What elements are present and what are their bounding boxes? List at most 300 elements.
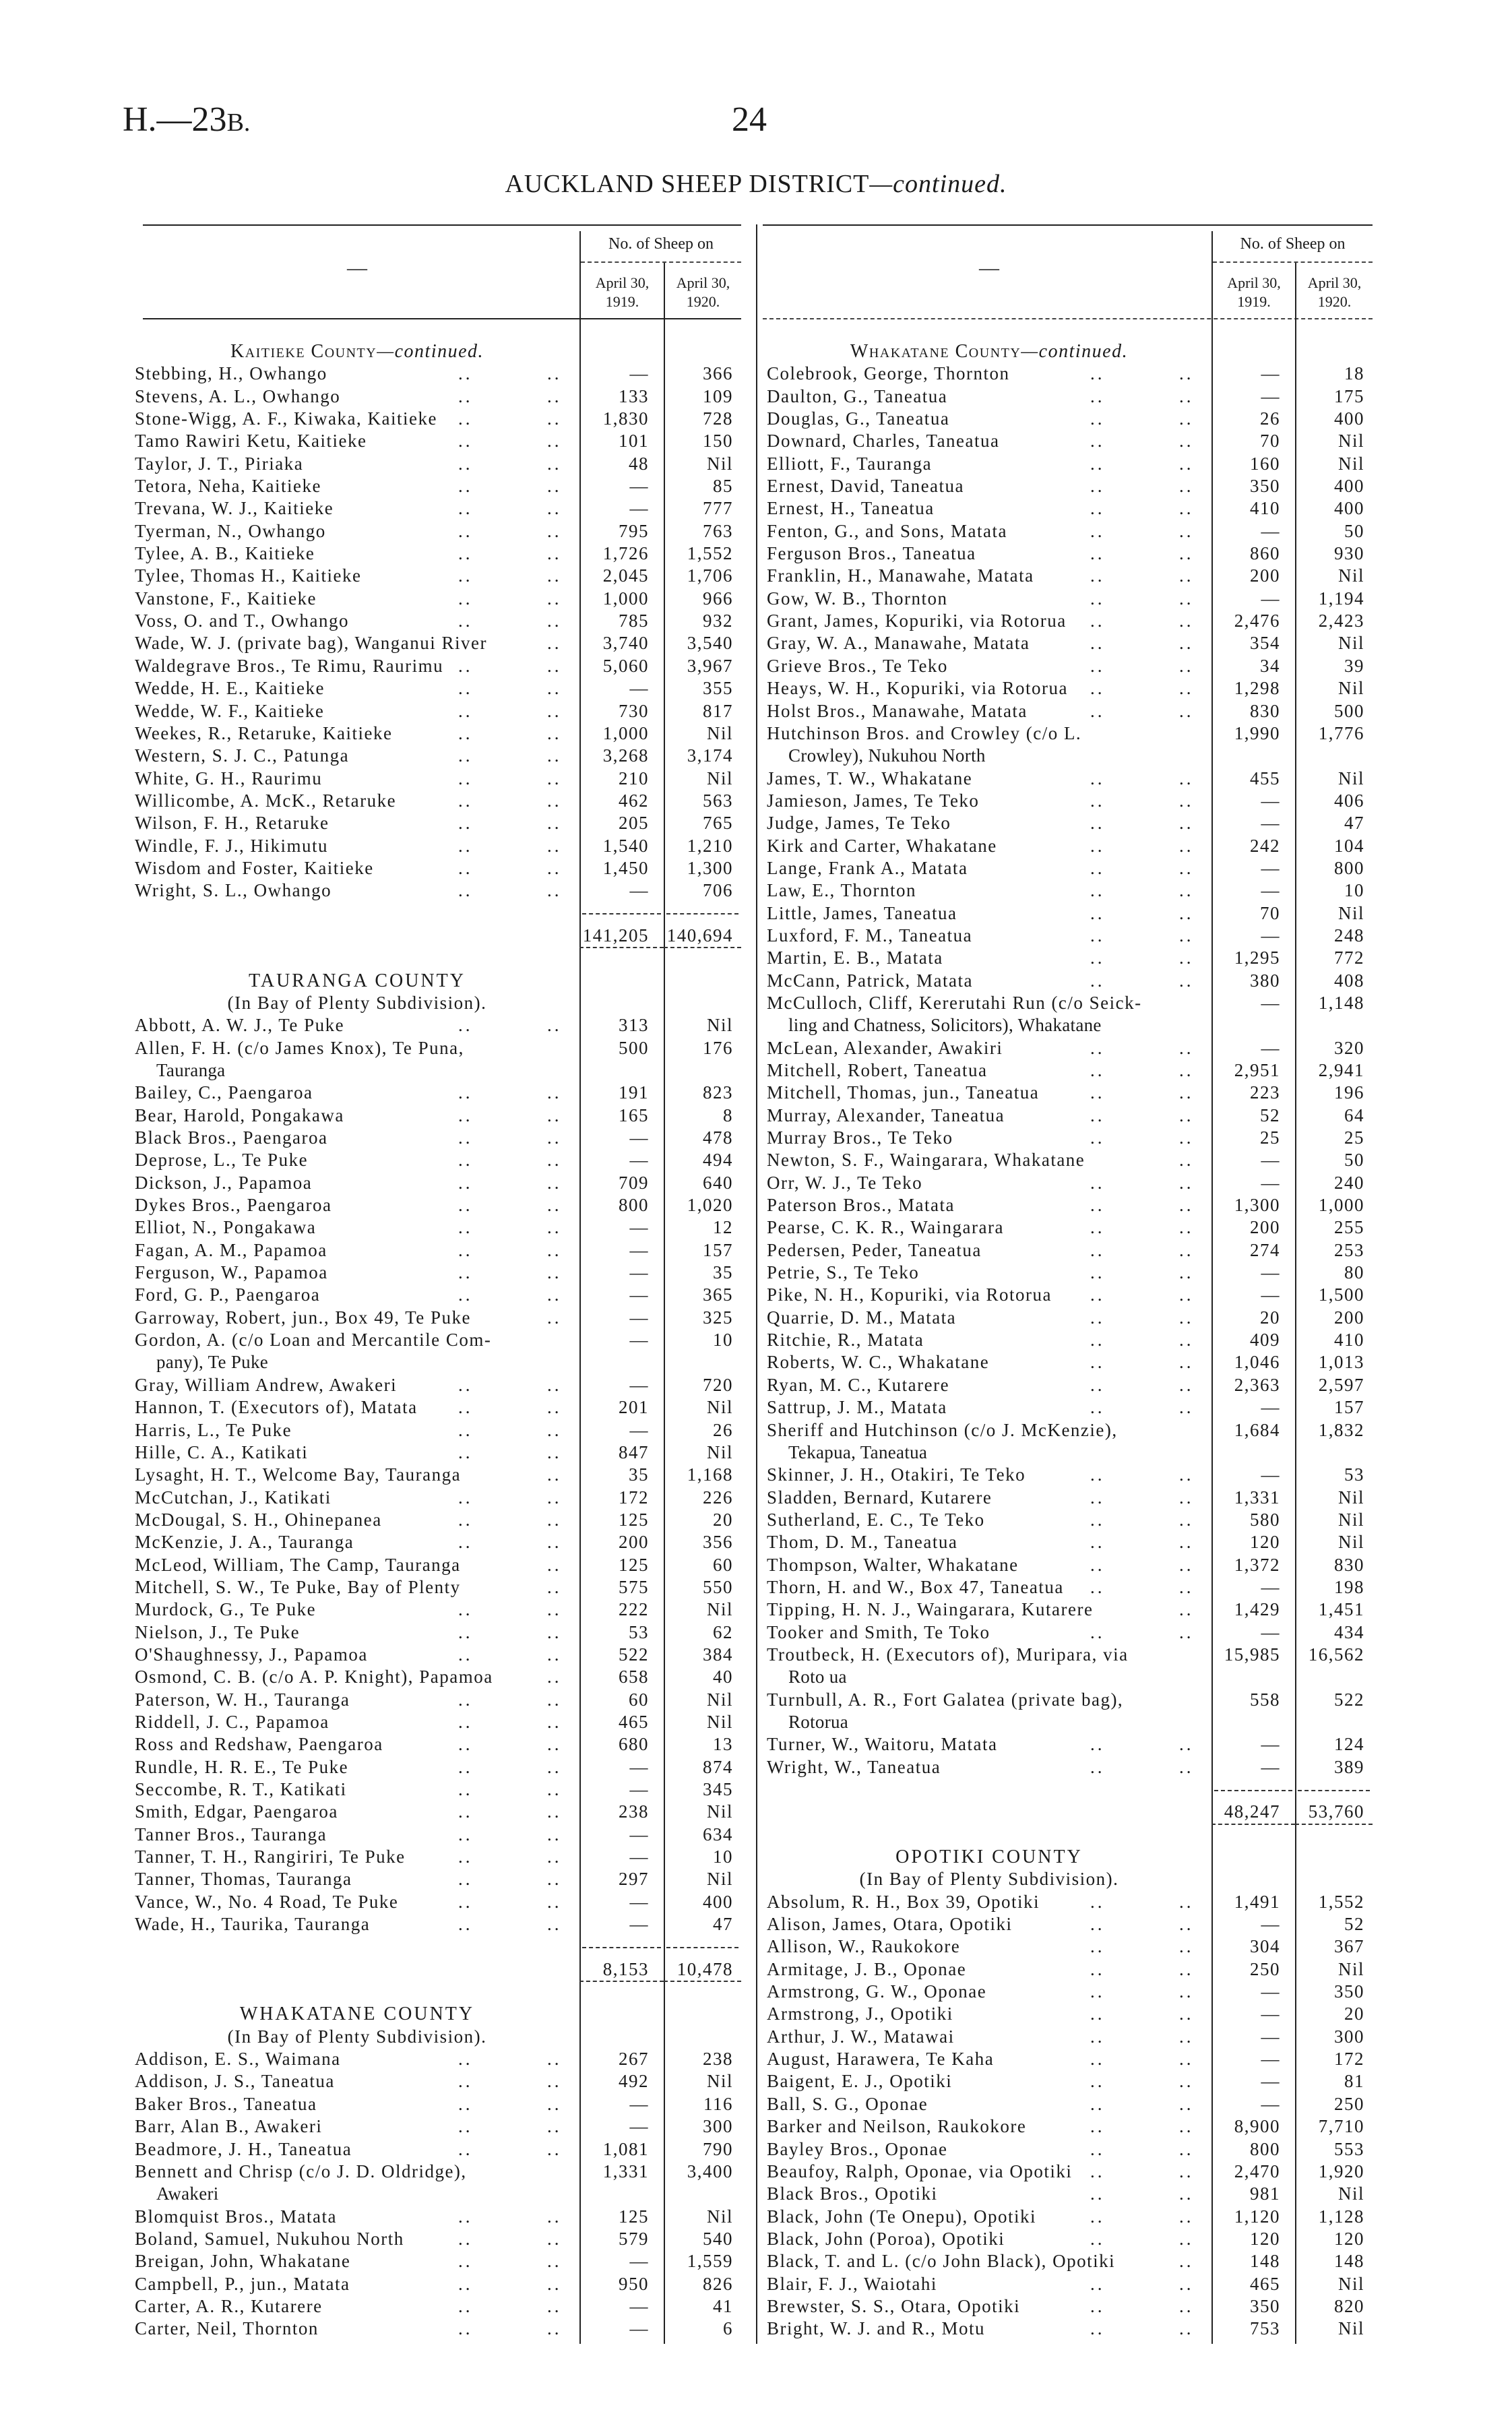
dot-leader: .. [547,1195,562,1216]
owner-name: Addison, E. S., Waimana [135,2049,341,2070]
sheep-1919: — [629,2318,649,2339]
sheep-1920: Nil [1337,431,1364,452]
dot-leader: .. [1090,565,1105,586]
owner-line [135,1689,579,1711]
table-row [135,1509,741,1531]
owner-line [135,1239,579,1262]
owner-line [135,745,579,767]
owner-line [135,722,579,745]
owner-name: Ernest, H., Taneatua [767,498,935,519]
owner-line [135,1711,579,1733]
sheep-1920: Nil [706,2206,733,2227]
owner-name: Lange, Frank A., Matata [767,857,968,878]
sheep-1919: 1,429 [1234,1599,1280,1620]
owner-cell [767,1531,1211,1553]
sheep-1919: 1,990 [1234,722,1280,743]
sheep-1919: — [629,2093,649,2114]
sheep-1919: 34 [1260,655,1280,676]
sheep-1920: 1,920 [1318,2161,1364,2181]
table-top-rule-left [143,224,741,226]
sheep-1920: 300 [703,2116,733,2137]
dot-leader: .. [1179,1352,1194,1373]
sheep-1919: 120 [1250,1532,1280,1553]
table-row [767,2115,1373,2138]
dot-leader: .. [458,655,473,676]
total-1920: 53,760 [1295,1801,1373,1824]
sheep-1919: — [1261,1576,1280,1597]
owner-line [767,1351,1211,1373]
owner-cell [135,768,579,790]
owner-line [767,1284,1211,1306]
sheep-count-group-header: No. of Sheep on [608,235,714,253]
sheep-1920: Nil [1337,2318,1364,2339]
table-row [135,1554,741,1576]
owner-cell [767,835,1211,857]
dot-leader: .. [458,700,473,721]
owner-cell [767,1374,1211,1396]
table-row [767,677,1373,700]
owner-cell [135,1644,579,1666]
section-heading [135,2003,579,2025]
table-row [767,1149,1373,1171]
sheep-1920: 104 [1334,835,1364,856]
owner-cell [135,1149,579,1171]
total-1920: 10,478 [664,1958,741,1982]
table-row [767,475,1373,497]
sheep-1919: 133 [619,385,649,406]
owner-line [767,2115,1211,2138]
owner-line [767,632,1211,654]
page-title-suffix: —continued. [869,170,1007,198]
dot-leader: .. [547,565,562,586]
owner-line [767,2183,1211,2205]
dot-leader: .. [1090,453,1105,474]
owner-name: Fagan, A. M., Papamoa [135,1239,327,1260]
table-row [767,1913,1373,1935]
sheep-1920: 400 [703,1891,733,1912]
table-row [767,1329,1373,1351]
sheep-1919: 70 [1260,902,1280,923]
owner-name: Kirk and Carter, Whakatane [767,835,997,856]
owner-name: Sladden, Bernard, Kutarere [767,1487,993,1508]
sheep-1920: Nil [706,1711,733,1732]
sheep-1919: 222 [619,1599,649,1620]
dot-leader: .. [1179,948,1194,968]
dot-leader: .. [458,363,473,384]
owner-cell [135,1464,579,1486]
owner-name: Black Bros., Paengaroa [135,1127,328,1148]
table-row [767,857,1373,879]
owner-cell [767,1733,1211,1756]
owner-line [135,1868,579,1890]
owner-line [767,655,1211,677]
owner-name: Brewster, S. S., Otara, Opotiki [767,2295,1021,2316]
sheep-1920: 1,552 [1318,1891,1364,1912]
owner-name: Tanner, T. H., Rangiriri, Te Puke [135,1847,406,1867]
owner-name: Mitchell, Thomas, jun., Taneatua [767,1082,1040,1103]
owner-name-continued: Roto ua [788,1667,847,1687]
owner-name: Tooker and Smith, Te Toko [767,1621,990,1642]
dot-leader: .. [1179,1397,1194,1418]
dot-leader: .. [1090,1958,1105,1979]
table-row [767,497,1373,520]
dot-leader: .. [1179,1239,1194,1260]
sheep-1920: 2,597 [1318,1374,1364,1395]
table-row [767,2318,1373,2340]
section-heading-suffix: —continued. [1021,341,1129,362]
sheep-1920: 248 [1334,925,1364,945]
owner-name: Western, S. J. C., Patunga [135,745,350,766]
sheep-1920: 500 [1334,700,1364,721]
sheep-1919: — [629,1150,649,1171]
sheep-1919: 350 [1250,476,1280,497]
table-row [135,1689,741,1711]
owner-line [767,1329,1211,1351]
total-row [767,1801,1373,1823]
owner-name: Waldegrave Bros., Te Rimu, Raurimu [135,655,444,676]
sheep-1919: 1,000 [602,588,649,609]
sheep-1920: 300 [1334,2026,1364,2047]
owner-line [767,768,1211,790]
owner-cell [767,722,1211,768]
owner-cell [767,1149,1211,1171]
dot-leader: .. [458,1397,473,1418]
dot-leader: .. [547,2228,562,2249]
owner-line [135,1666,579,1688]
owner-name: Downard, Charles, Taneatua [767,431,1000,452]
sheep-1920: 874 [703,1756,733,1777]
owner-cell [135,1509,579,1531]
section-heading-suffix: —continued. [377,341,484,362]
dot-leader: .. [458,1734,473,1755]
dot-leader: .. [458,1105,473,1125]
table-row [767,588,1373,610]
table-row [767,1172,1373,1194]
sheep-1919: 15,985 [1224,1644,1280,1665]
owner-name: Gow, W. B., Thornton [767,588,948,609]
dot-leader: .. [1179,857,1194,878]
sheep-1919: — [629,1330,649,1351]
table-row [135,1756,741,1778]
sheep-1919: — [1261,1172,1280,1193]
owner-line [135,520,579,542]
sheep-1920: 64 [1344,1105,1364,1125]
owner-cell [767,588,1211,610]
owner-name: James, T. W., Whakatane [767,768,973,788]
owner-name: Luxford, F. M., Taneatua [767,925,973,945]
sheep-1920: 790 [703,2138,733,2159]
dot-leader: .. [547,588,562,609]
owner-name: McLeod, William, The Camp, Tauranga [135,1554,461,1575]
owner-line [135,363,579,385]
dot-leader: .. [547,1599,562,1620]
owner-line [135,812,579,834]
owner-name: Thom, D. M., Taneatua [767,1532,958,1553]
dot-leader: .. [458,768,473,788]
owner-name: Ferguson, W., Papamoa [135,1262,328,1283]
dot-leader: .. [547,2071,562,2092]
sheep-1920: 550 [703,1576,733,1597]
owner-line [135,2206,579,2228]
owner-line [767,2161,1211,2183]
owner-line [135,879,579,902]
owner-cell [135,2093,579,2115]
dot-leader: .. [1090,431,1105,452]
sheep-1919: 205 [619,813,649,834]
owner-cell [135,2206,579,2228]
sheep-1920: 1,552 [687,543,733,564]
owner-line [767,1689,1211,1711]
table-row [135,363,741,385]
sheep-1919: 350 [1250,2295,1280,2316]
owner-name-continued: Rotorua [788,1711,849,1732]
owner-line [767,520,1211,542]
owner-name: Turnbull, A. R., Fort Galatea (private bag), [767,1689,1124,1710]
dot-leader: .. [1179,1509,1194,1530]
owner-cell [767,947,1211,969]
sheep-1919: — [1261,1756,1280,1777]
table-row [135,2295,741,2318]
page-title-main: AUCKLAND SHEEP DISTRICT [505,170,870,198]
owner-cell [135,1576,579,1599]
dot-leader: .. [1090,1487,1105,1508]
sheep-1919: 575 [619,1576,649,1597]
sheep-1920: 3,540 [687,633,733,654]
sheep-1920: Nil [1337,633,1364,654]
owner-name: McCutchan, J., Katikati [135,1487,332,1508]
sheep-1919: 500 [619,1037,649,1058]
owner-line [135,2295,579,2318]
dot-leader: .. [1090,925,1105,945]
sheep-1920: Nil [1337,1532,1364,1553]
table-row [767,1307,1373,1329]
owner-cell [135,745,579,767]
sheep-1919: 1,372 [1234,1554,1280,1575]
owner-line [767,610,1211,632]
owner-line [135,2228,579,2250]
sheep-1920: 932 [703,611,733,631]
dot-leader: .. [1090,1262,1105,1283]
col-1920-header-line1: April 30, [676,274,730,291]
sheep-1920: 3,400 [687,2161,733,2181]
table-row [135,610,741,632]
owner-name: Mitchell, S. W., Te Puke, Bay of Plenty [135,1576,461,1597]
dot-leader: .. [458,2318,473,2339]
dot-leader: .. [1179,498,1194,519]
owner-cell [767,363,1211,385]
owner-line [767,1262,1211,1284]
table-row [767,1105,1373,1127]
dot-leader: .. [458,1015,473,1036]
dot-leader: .. [1090,1284,1105,1305]
owner-line [767,1105,1211,1127]
dot-leader: .. [458,520,473,541]
center-divider [756,224,757,2344]
sheep-1919: — [1261,1464,1280,1485]
owner-line [135,1396,579,1419]
owner-name: Thompson, Walter, Whakatane [767,1554,1019,1575]
sheep-1919: 1,120 [1234,2206,1280,2227]
owner-line [135,588,579,610]
sheep-1919: 860 [1250,543,1280,564]
owner-name: McLean, Alexander, Awakiri [767,1037,1003,1058]
dot-leader: .. [458,1801,473,1822]
spacer [767,1824,1373,1846]
owner-line [135,768,579,790]
dot-leader: .. [1090,790,1105,811]
owner-cell [135,1689,579,1711]
total-1919: 141,205 [579,925,664,948]
owner-line [767,408,1211,430]
owner-name: Wade, H., Taurika, Tauranga [135,1914,371,1935]
sheep-1919: — [1261,588,1280,609]
dot-leader: .. [547,1644,562,1665]
dot-leader: .. [547,1307,562,1328]
col-1920-header [665,274,741,311]
sheep-1919: — [629,363,649,384]
sheep-1919: 1,298 [1234,678,1280,699]
owner-name-continued: ling and Chatness, Solicitors), Whakatane [788,1015,1102,1036]
dot-leader: .. [458,543,473,564]
table-row [767,1958,1373,1981]
sheep-1919: — [629,1262,649,1283]
dot-leader: .. [547,633,562,654]
owner-cell [767,1935,1211,1958]
owner-cell [767,1396,1211,1419]
owner-line [135,453,579,475]
owner-cell [135,2295,579,2318]
owner-line [767,1554,1211,1576]
owner-line [767,1172,1211,1194]
sheep-1919: 753 [1250,2318,1280,2339]
owner-name: Osmond, C. B. (c/o A. P. Knight), Papamoa [135,1667,493,1687]
dot-leader: .. [547,520,562,541]
owner-line [135,655,579,677]
dot-leader: .. [458,2116,473,2137]
owner-line [767,542,1211,565]
table-row [767,1891,1373,1913]
sheep-1919: 492 [619,2071,649,2092]
owner-name: Wilson, F. H., Retaruke [135,813,329,834]
dot-leader: .. [547,408,562,429]
sheep-1919: 380 [1250,970,1280,991]
sheep-1919: — [1261,385,1280,406]
table-row [135,1105,741,1127]
owner-name: Tanner, Thomas, Tauranga [135,1869,352,1890]
owner-line [767,1576,1211,1599]
owner-name: Sattrup, J. M., Matata [767,1397,947,1418]
owner-name: Voss, O. and T., Owhango [135,611,349,631]
sheep-1919: 847 [619,1441,649,1462]
table-row [135,475,741,497]
owner-cell [135,655,579,677]
owner-line [135,1284,579,1306]
owner-name: Tylee, A. B., Kaitieke [135,543,315,564]
owner-line [135,1509,579,1531]
dot-leader: .. [1090,1037,1105,1058]
table-row [135,1778,741,1801]
sheep-1920: 47 [713,1914,733,1935]
sheep-1920: 80 [1344,1262,1364,1283]
section-heading-title: WHAKATANE COUNTY [239,2004,475,2025]
dot-leader: .. [1179,385,1194,406]
sheep-1920: 81 [1344,2071,1364,2092]
owner-name: Wisdom and Foster, Kaitieke [135,857,374,878]
owner-line [767,2048,1211,2070]
sheep-1920: 1,168 [687,1464,733,1485]
section-subheading: (In Bay of Plenty Subdivision). [227,2026,487,2047]
sheep-1920: 320 [1334,1037,1364,1058]
sheep-1919: 522 [619,1644,649,1665]
sheep-1920: 406 [1334,790,1364,811]
table-row [135,430,741,452]
owner-cell [767,2273,1211,2295]
sheep-1919: 580 [1250,1509,1280,1530]
dot-leader: .. [458,2093,473,2114]
sheep-1919: 200 [1250,565,1280,586]
sheep-1920: 640 [703,1172,733,1193]
sheep-1919: 267 [619,2049,649,2070]
dot-leader: .. [547,768,562,788]
owner-line [135,790,579,812]
dot-leader: .. [547,453,562,474]
sheep-1919: 52 [1260,1105,1280,1125]
dot-leader: .. [547,1621,562,1642]
owner-cell [767,1891,1211,1913]
dot-leader: .. [458,880,473,901]
owner-cell [767,430,1211,452]
sheep-1919: 455 [1250,768,1280,788]
total-1920: 140,694 [664,925,741,948]
sheep-1919: 1,081 [602,2138,649,2159]
dot-leader: .. [1090,880,1105,901]
owner-cell [767,2250,1211,2272]
owner-line [767,1981,1211,2003]
sheep-1919: — [1261,1914,1280,1935]
sheep-1920: 226 [703,1487,733,1508]
owner-name: McDougal, S. H., Ohinepanea [135,1509,382,1530]
dot-leader: .. [1179,2138,1194,2159]
owner-name: Barr, Alan B., Awakeri [135,2116,323,2137]
table-row [767,2048,1373,2070]
table-row [135,453,741,475]
sheep-1919: 125 [619,1509,649,1530]
owner-line [135,1194,579,1216]
owner-name: Allen, F. H. (c/o James Knox), Te Puna, [135,1037,464,1058]
dot-leader: .. [1090,2228,1105,2249]
sheep-1919: 160 [1250,453,1280,474]
dot-leader: .. [547,1419,562,1440]
dot-leader: .. [547,1509,562,1530]
spacer [135,1981,741,2003]
owner-line [767,2138,1211,2161]
dot-leader: .. [1090,813,1105,834]
owner-name: O'Shaughnessy, J., Papamoa [135,1644,368,1665]
table-row [767,835,1373,857]
dot-leader: .. [458,1891,473,1912]
owner-line [135,385,579,408]
dot-leader: .. [1179,1217,1194,1238]
col-1920-header [1296,274,1373,311]
owner-name: Ford, G. P., Paengaroa [135,1284,321,1305]
sheep-1919: 709 [619,1172,649,1193]
sheep-1920: 16,562 [1308,1644,1364,1665]
dot-leader: .. [547,1824,562,1844]
sheep-1919: — [1261,2093,1280,2114]
table-row [135,835,741,857]
sheep-1919: 200 [619,1532,649,1553]
owner-line [135,677,579,700]
